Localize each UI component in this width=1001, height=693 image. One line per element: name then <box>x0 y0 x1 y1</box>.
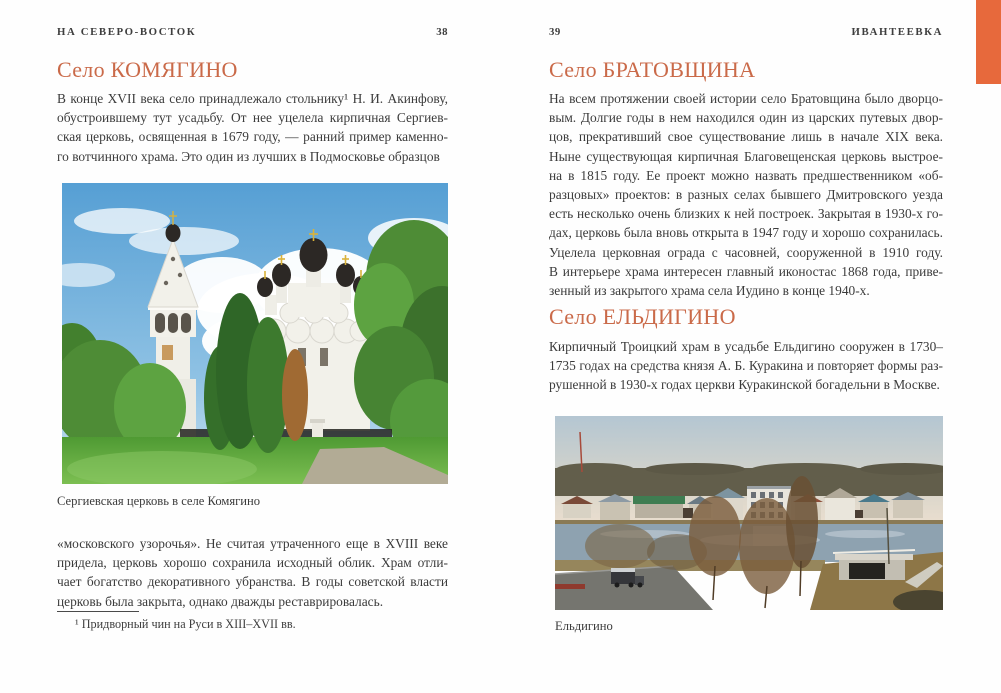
village-photo <box>555 416 943 610</box>
paragraph-eldigino: Кирпичный Троицкий храм в усадьбе Ельдигино сооружен в 1730– 1735 годах на средства князя А. Б. Куракина и повторяет формы раз- рушенной в 1930-х годах церкви Куракинской богадельни в Москве. <box>549 339 943 393</box>
photo-caption-church: Сергиевская церковь в селе Комягино <box>57 494 261 508</box>
church-photo <box>62 183 448 484</box>
running-head-text: НА СЕВЕРО-ВОСТОК <box>57 26 197 38</box>
photo-caption-village: Ельдигино <box>555 619 613 633</box>
church-photo-illustration <box>62 183 448 484</box>
paragraph-komyagino-1: В конце XVII века село принадлежало стольнику¹ Н. И. Акинфову, обустроившему тут усадьбу. От нее уцелела кирпичная Сергиев- ская церковь, освященная в 1679 году, — ранний пример каменно- го вотчинного храма. Это один из лучших в Подмосковье образцов <box>57 91 448 164</box>
section-title-komyagino: Село КОМЯГИНО <box>57 57 238 82</box>
running-head-text: ИВАНТЕЕВКА <box>851 26 943 38</box>
footnote: ¹ Придворный чин на Руси в XIII–XVII вв. <box>75 617 296 631</box>
section-title-bratovshina: Село БРАТОВЩИНА <box>549 57 756 82</box>
chapter-edge-tab <box>976 0 1001 84</box>
running-head-left <box>57 26 448 38</box>
running-head-right <box>549 26 943 38</box>
road-barrier <box>555 584 585 589</box>
page-number: 39 <box>549 26 561 38</box>
footnote-rule <box>57 611 139 612</box>
paragraph-komyagino-2: «московского узорочья». Не считая утраченного еще в XVIII веке придела, церковь хорошо сохранила исходный облик. Храм отли- чает богатство декоративного убранства. В годы советской власти церковь была закрыта, однако дважды реставрировалась. <box>57 536 448 609</box>
page-number: 38 <box>436 26 448 38</box>
paragraph-bratovshina: На всем протяжении своей истории село Братовщина было дворцо- вым. Долгие годы в нем находился один из царских путевых двор- цов, прекративший свое существование лишь в начале XIX века. Ныне существующая кирпичная Благовещенская церковь выстрое- на в 1815 году. Ее проект можно назвать предшественником «об- разцовых» проектов: в разных селах бывшего Дмитровского уезда есть несколько очень близких к ней построек. Закрытая в 1930-х го- дах, церковь была вновь открыта в 1947 году и хорошо сохранилась. Уцелела церковная ограда с часовней, сооруженной в 1910 году. В интерьере храма интересен главный иконостас 1868 года, приве- зенный из закрытого храма села Иудино в конце 1940-х. <box>549 91 943 299</box>
village-photo-illustration <box>555 416 943 610</box>
section-title-eldigino: Село ЕЛЬДИГИНО <box>549 304 736 329</box>
